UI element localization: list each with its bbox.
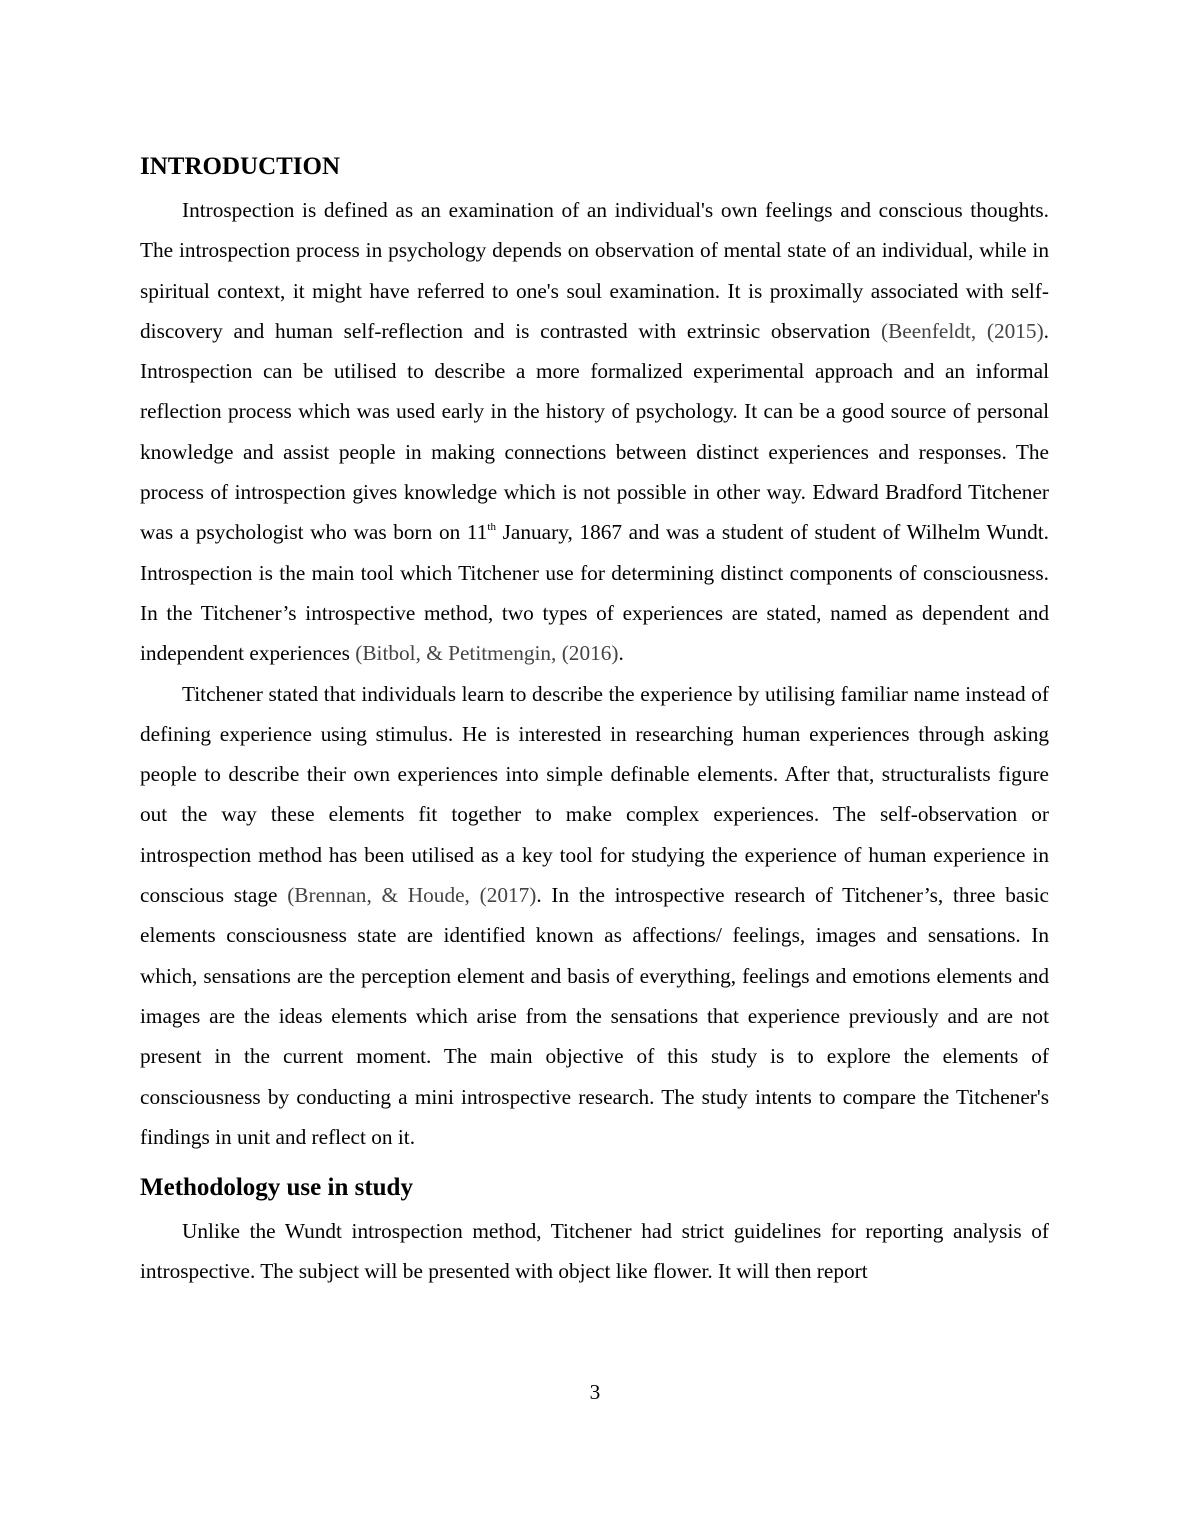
intro-p2-text-a: Titchener stated that individuals learn to describe the experience by utilising familiar name instead of defining experience using stimulus. He is interested in researching human experiences through asking people to describe their own experiences into simple definable elements. After that, structuralists figure out the way these elements fit together to make complex experiences. The self-observation or introspection method has been utilised as a key tool for studying the experience of human experience in conscious stage [140, 681, 1049, 908]
citation-bitbol: (Bitbol, & Petitmengin, (2016) [355, 641, 619, 666]
intro-p1-text-a: Introspection is defined as an examination of an individual's own feelings and conscious thoughts. The introspection process in psychology depends on observation of mental state of an individual, while in spiritual context, it might have referred to one's soul examination. It is proximally associated with self-discovery and human self-reflection and is contrasted with extrinsic observation [140, 198, 1049, 343]
intro-paragraph-2 [140, 674, 1049, 1158]
introduction-heading: INTRODUCTION [140, 153, 341, 180]
intro-p1-text-d: . [618, 641, 624, 666]
intro-p1-text-c: January, 1867 and was a student of student of Wilhelm Wundt. Introspection is the main tool which Titchener use for determining distinct components of consciousness. In the Titchener’s introspective method, two types of experiences are stated, named as dependent and independent experiences [140, 520, 1049, 666]
intro-paragraph-1 [140, 190, 1049, 674]
citation-beenfeldt: (Beenfeldt, (2015) [880, 318, 1044, 343]
methodology-heading: Methodology use in study [140, 1174, 413, 1202]
page-number: 3 [589, 1380, 601, 1404]
intro-p2-text-b: . In the introspective research of Titchener’s, three basic elements consciousness state are identified known as affections/ feelings, images and sensations. In which, sensations are the perception element and basis of everything, feelings and emotions elements and images are the ideas elements which arise from the sensations that experience previously and are not present in the current moment. The main objective of this study is to explore the elements of consciousness by conducting a mini introspective research. The study intents to compare the Titchener's findings in unit and reflect on it. [140, 883, 1049, 1149]
intro-p1-text-b: . Introspection can be utilised to describe a more formalized experimental approach and an informal reflection process which was used early in the history of psychology. It can be a good source of personal knowledge and assist people in making connections between distinct experiences and responses. The process of introspection gives knowledge which is not possible in other way. Edward Bradford Titchener was a psychologist who was born on 11 [140, 318, 1049, 545]
citation-brennan: (Brennan, & Houde, (2017) [287, 883, 537, 908]
document-page [140, 148, 1049, 1292]
ordinal-superscript: th [487, 521, 496, 534]
methodology-paragraph-1: Unlike the Wundt introspection method, Titchener had strict guidelines for reporting analysis of introspective. The subject will be presented with object like flower. It will then report [140, 1219, 1049, 1284]
